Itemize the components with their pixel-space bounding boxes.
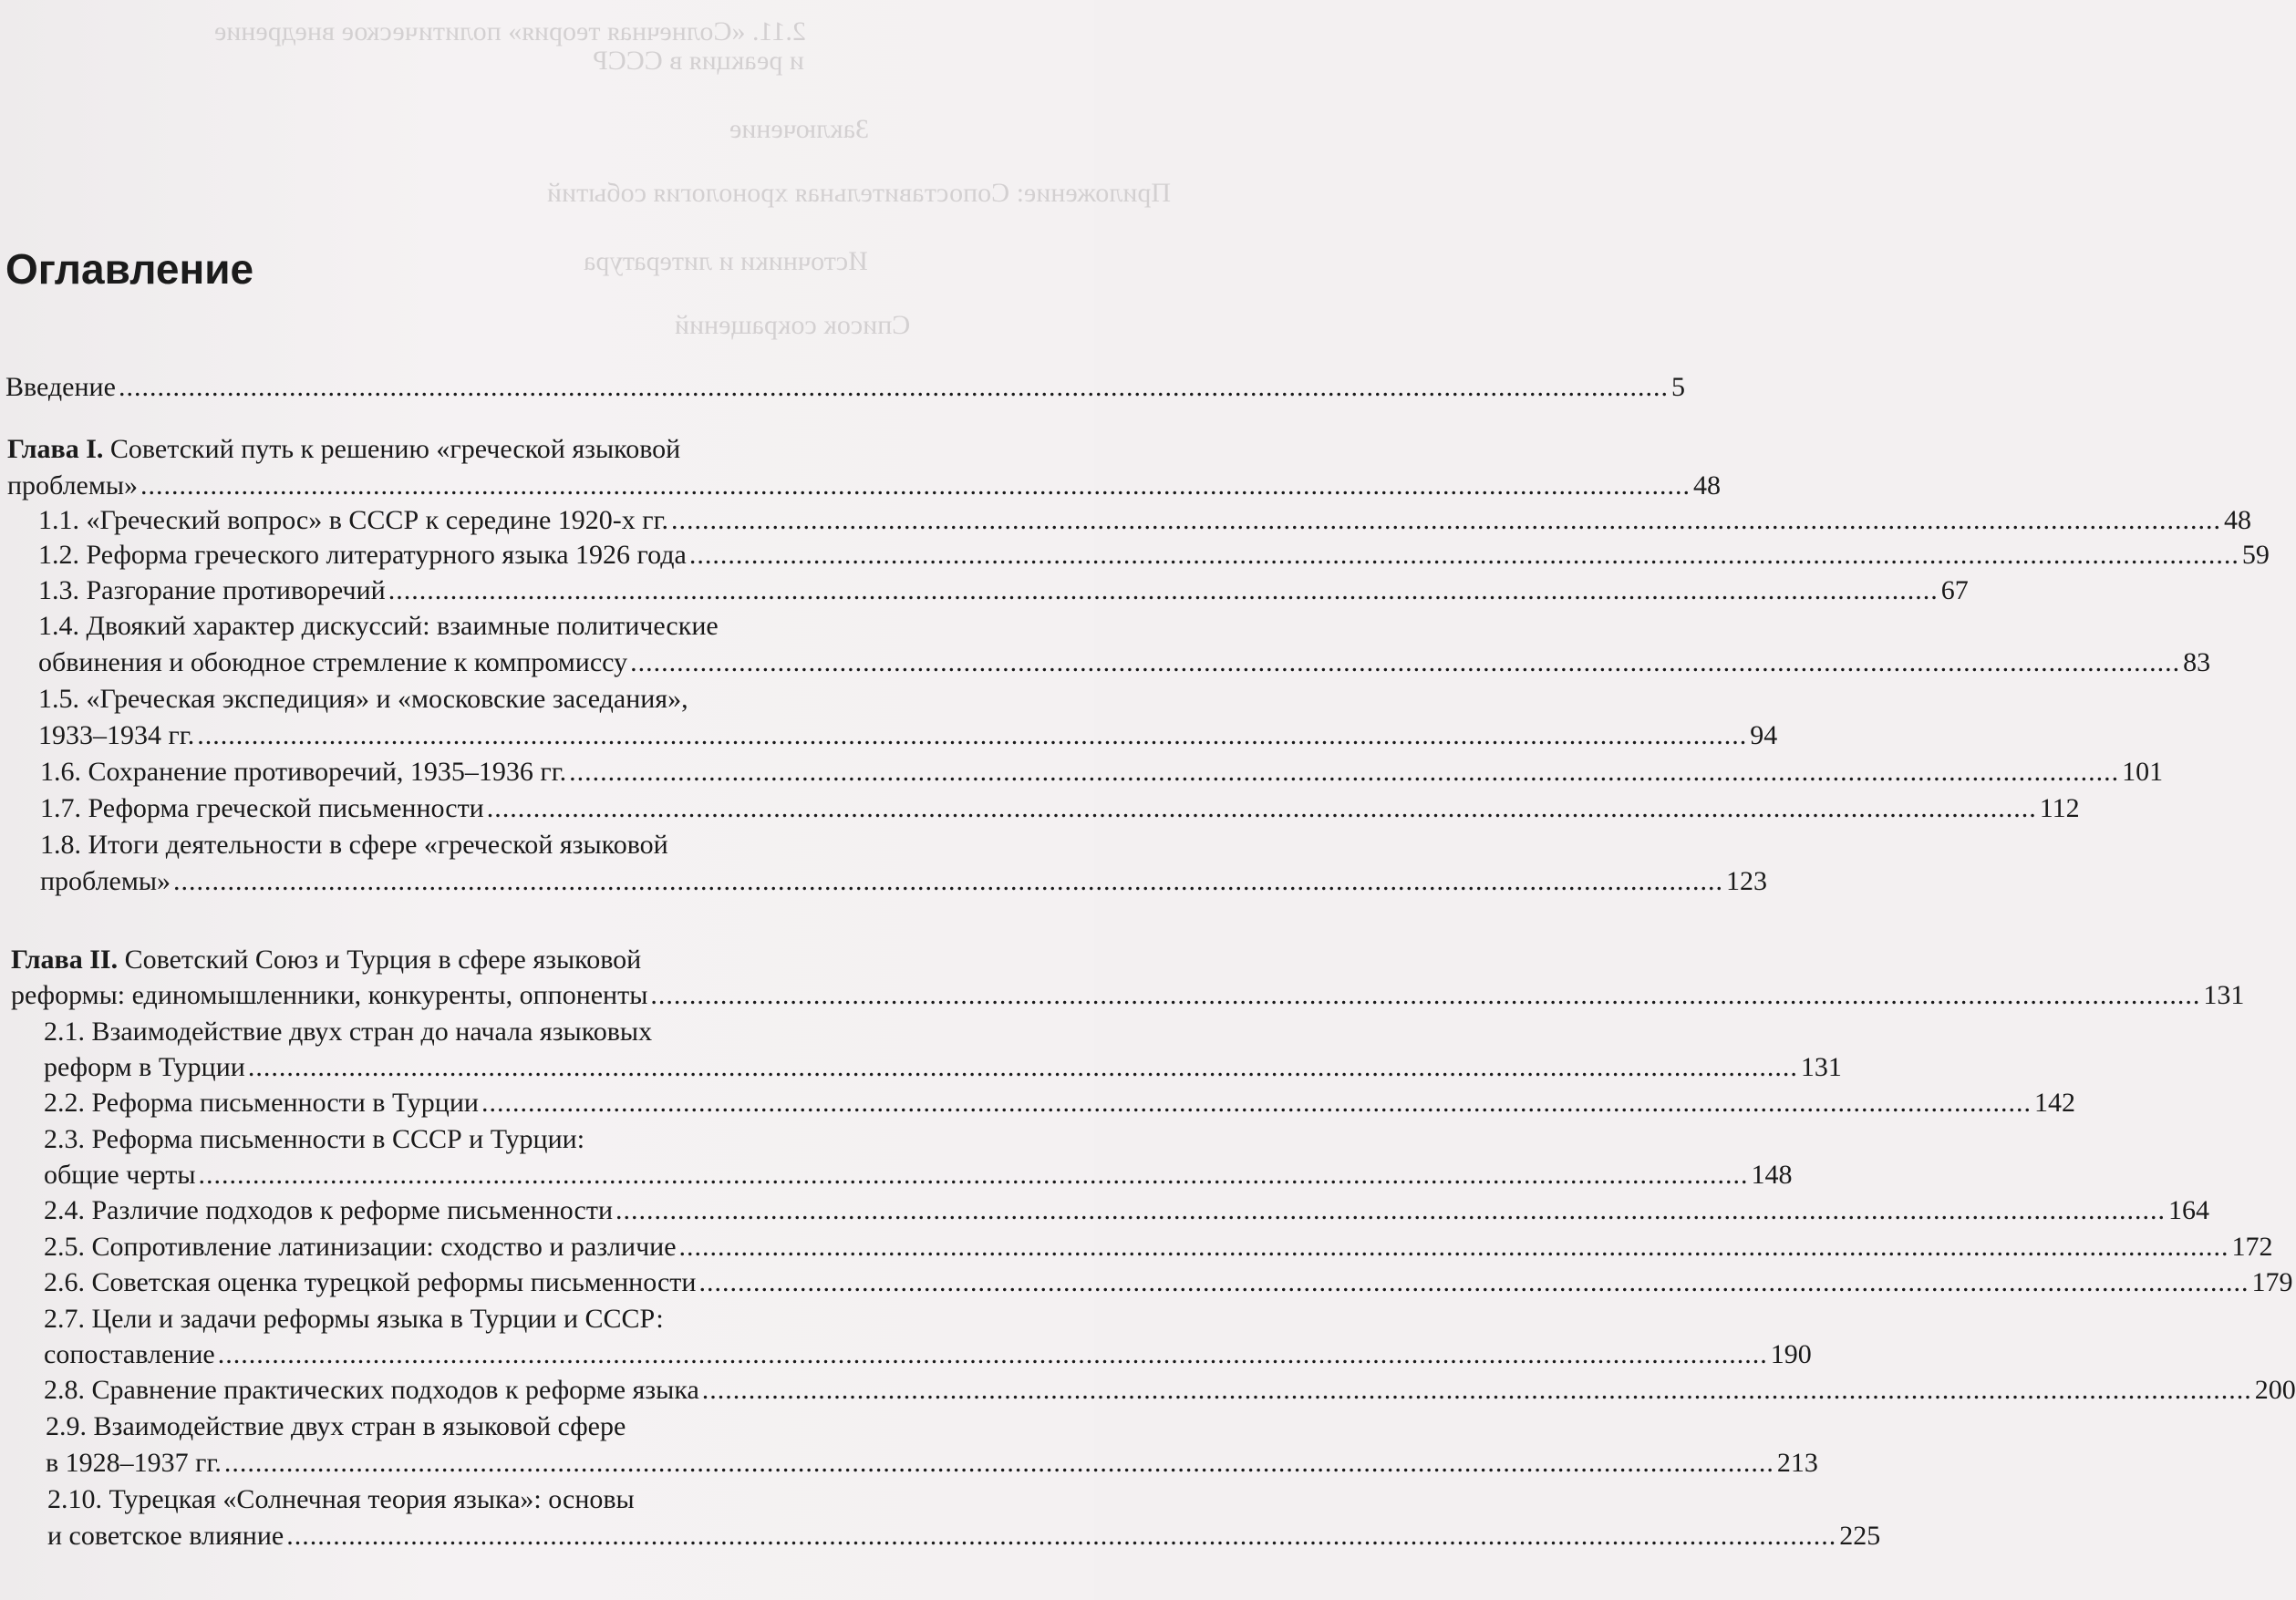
toc-entry[interactable] — [5, 370, 1685, 405]
chapter-heading-line — [11, 943, 641, 977]
toc-leader-dots: ........................................................................................................................................................................................................ — [698, 1267, 2249, 1297]
toc-entry[interactable] — [44, 1086, 2075, 1120]
toc-leader-dots: ........................................................................................................................................................................................................ — [678, 1232, 2229, 1262]
toc-entry-first-line: 2.3. Реформа письменности в СССР и Турции: — [44, 1124, 585, 1154]
toc-leader-dots: ........................................................................................................................................................................................................ — [286, 1521, 1837, 1551]
toc-entry-page: 112 — [2039, 793, 2080, 823]
toc-leader-dots: ........................................................................................................................................................................................................ — [688, 540, 2239, 570]
toc-entry-label: 2.4. Различие подходов к реформе письменности — [44, 1195, 613, 1225]
toc-entry[interactable] — [44, 1373, 2296, 1408]
toc-entry[interactable] — [38, 645, 2211, 680]
toc-entry-page: 164 — [2168, 1195, 2209, 1225]
toc-leader-dots: ........................................................................................................................................................................................................ — [481, 1088, 2032, 1118]
toc-entry[interactable] — [7, 469, 1721, 503]
toc-entry-page: 83 — [2183, 647, 2211, 677]
toc-entry[interactable] — [44, 1050, 1842, 1085]
toc-entry-page: 59 — [2241, 540, 2270, 570]
toc-leader-dots: ........................................................................................................................................................................................................ — [173, 866, 1723, 896]
toc-entry-page: 131 — [1800, 1052, 1842, 1082]
toc-entry-label: 1.6. Сохранение противоречий, 1935–1936 гг. — [40, 757, 567, 787]
chapter-title: Советский путь к решению «греческой языковой — [103, 434, 681, 464]
toc-entry[interactable] — [47, 1519, 1881, 1554]
chapter-number: Глава I. — [7, 434, 104, 464]
toc-entry-page: 101 — [2122, 757, 2164, 787]
toc-entry[interactable] — [44, 1230, 2273, 1265]
toc-leader-dots: ........................................................................................................................................................................................................ — [486, 793, 2037, 823]
chapter-title: Советский Союз и Турция в сфере языковой — [118, 945, 642, 975]
toc-entry-first-line: 1.4. Двоякий характер дискуссий: взаимные политические — [38, 611, 719, 641]
toc-entry-label: общие черты — [44, 1160, 196, 1190]
toc-entry-page: 131 — [2203, 980, 2245, 1010]
toc-entry-page: 148 — [1751, 1160, 1793, 1190]
toc-entry-label: и советское влияние — [47, 1521, 284, 1551]
toc-entry-label: 1.2. Реформа греческого литературного языка 1926 года — [38, 540, 687, 570]
toc-entry-label: 1.7. Реформа греческой письменности — [40, 793, 484, 823]
toc-leader-dots: ........................................................................................................................................................................................................ — [615, 1195, 2166, 1225]
toc-entry-page: 179 — [2251, 1267, 2293, 1297]
toc-leader-dots: ........................................................................................................................................................................................................ — [671, 505, 2222, 535]
chapter-number: Глава II. — [11, 945, 119, 975]
toc-entry-page: 225 — [1839, 1521, 1881, 1551]
toc-entry-label: 2.8. Сравнение практических подходов к реформе языка — [44, 1375, 699, 1405]
toc-leader-dots: ........................................................................................................................................................................................................ — [223, 1448, 1774, 1478]
bleed-through-text: 2.11. «Солнечная теория» политическое внедрение и реакция в СССР Заключение Приложение: Сопоставительная хронология событий Источники и литература Список сокращений — [214, 16, 1171, 340]
toc-entry-page: 94 — [1750, 720, 1778, 750]
toc-entry[interactable] — [44, 1337, 1812, 1372]
toc-entry[interactable] — [44, 1265, 2293, 1300]
toc-entry-page: 48 — [2224, 505, 2252, 535]
toc-entry-page: 142 — [2033, 1088, 2075, 1118]
toc-entry-label: 1933–1934 гг. — [38, 720, 195, 750]
toc-entry[interactable] — [44, 1193, 2209, 1228]
toc-leader-dots: ........................................................................................................................................................................................................ — [388, 575, 1939, 605]
toc-entry-page: 213 — [1776, 1448, 1818, 1478]
toc-entry-label: 1.3. Разгорание противоречий — [38, 575, 386, 605]
toc-entry-label: обвинения и обоюдное стремление к компромиссу — [38, 647, 628, 677]
toc-entry-label: реформы: единомышленники, конкуренты, оппоненты — [11, 980, 648, 1010]
chapter-heading-line — [7, 432, 680, 467]
toc-entry-page: 5 — [1670, 372, 1685, 402]
toc-entry-label: 2.6. Советская оценка турецкой реформы письменности — [44, 1267, 697, 1297]
toc-entry[interactable] — [38, 573, 1969, 608]
toc-leader-dots: ........................................................................................................................................................................................................ — [217, 1339, 1768, 1369]
toc-entry-page: 67 — [1940, 575, 1969, 605]
toc-entry-first-line: 2.10. Турецкая «Солнечная теория языка»: основы — [47, 1484, 635, 1514]
toc-entry[interactable] — [44, 1158, 1793, 1192]
toc-entry-label: 2.2. Реформа письменности в Турции — [44, 1088, 479, 1118]
toc-entry[interactable] — [38, 503, 2252, 538]
toc-entry-label: проблемы» — [7, 470, 138, 501]
toc-entry[interactable] — [38, 718, 1778, 753]
toc-entry[interactable] — [46, 1446, 1818, 1481]
toc-entry-page: 123 — [1726, 866, 1767, 896]
toc-leader-dots: ........................................................................................................................................................................................................ — [140, 470, 1691, 501]
toc-entry-first-line: 2.9. Взаимодействие двух стран в языковой сфере — [46, 1411, 626, 1441]
toc-entry-first-line: 2.7. Цели и задачи реформы языка в Турции и СССР: — [44, 1304, 664, 1334]
toc-entry-label: 1.1. «Греческий вопрос» в СССР к середине 1920-х гг. — [38, 505, 669, 535]
toc-leader-dots: ........................................................................................................................................................................................................ — [118, 372, 1669, 402]
toc-entry[interactable] — [11, 978, 2245, 1013]
toc-entry-page: 172 — [2231, 1232, 2273, 1262]
toc-entry-page: 48 — [1693, 470, 1721, 501]
toc-entry-first-line: 1.5. «Греческая экспедиция» и «московские заседания», — [38, 684, 688, 714]
toc-entry-page: 190 — [1770, 1339, 1812, 1369]
toc-entry[interactable] — [40, 791, 2080, 826]
toc-leader-dots: ........................................................................................................................................................................................................ — [630, 647, 2181, 677]
toc-leader-dots: ........................................................................................................................................................................................................ — [247, 1052, 1798, 1082]
toc-entry-label: в 1928–1937 гг. — [46, 1448, 222, 1478]
toc-entry-label: 2.5. Сопротивление латинизации: сходство и различие — [44, 1232, 677, 1262]
toc-leader-dots: ........................................................................................................................................................................................................ — [701, 1375, 2252, 1405]
toc-entry-label: сопоставление — [44, 1339, 215, 1369]
toc-leader-dots: ........................................................................................................................................................................................................ — [650, 980, 2201, 1010]
toc-leader-dots: ........................................................................................................................................................................................................ — [198, 1160, 1749, 1190]
toc-entry-first-line: 1.8. Итоги деятельности в сфере «греческой языковой — [40, 830, 668, 860]
toc-leader-dots: ........................................................................................................................................................................................................ — [569, 757, 2120, 787]
page-title: Оглавление — [5, 245, 254, 293]
toc-entry[interactable] — [40, 864, 1767, 899]
toc-entry-label: Введение — [5, 372, 116, 402]
toc-entry-page: 200 — [2254, 1375, 2296, 1405]
toc-entry-label: проблемы» — [40, 866, 171, 896]
toc-entry-label: реформ в Турции — [44, 1052, 245, 1082]
toc-leader-dots: ........................................................................................................................................................................................................ — [197, 720, 1748, 750]
toc-entry[interactable] — [38, 538, 2270, 573]
toc-entry-first-line: 2.1. Взаимодействие двух стран до начала языковых — [44, 1017, 653, 1047]
toc-entry[interactable] — [40, 755, 2164, 790]
